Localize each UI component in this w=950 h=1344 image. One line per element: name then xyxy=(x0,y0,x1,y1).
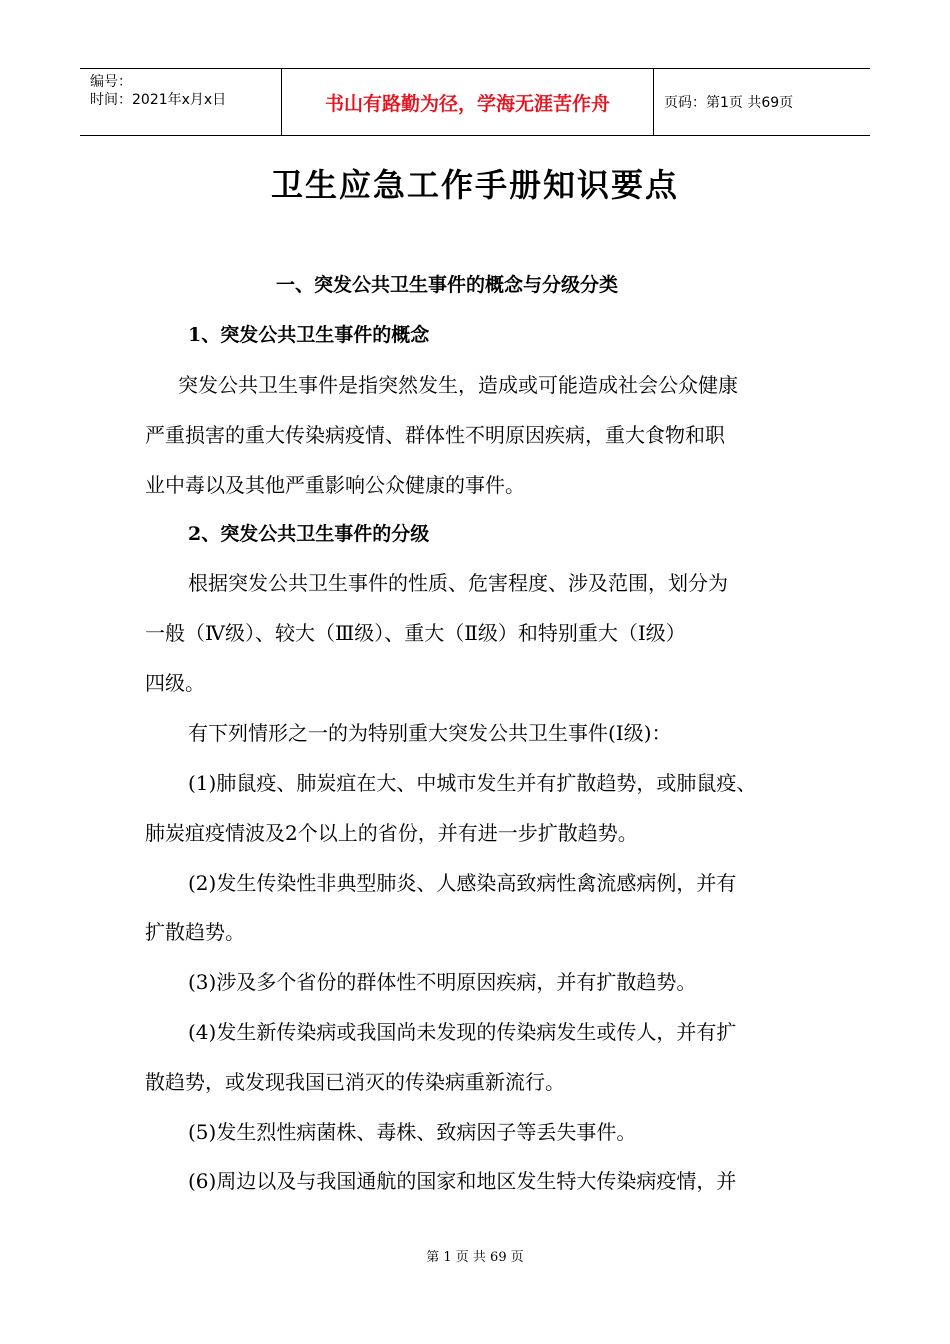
subsection-heading: 1、突发公共卫生事件的概念 xyxy=(188,324,430,346)
paragraph-line: 一般（Ⅳ级）、较大（Ⅲ级）、重大（Ⅱ级）和特别重大（Ⅰ级） xyxy=(145,621,686,645)
list-item-line: (4)发生新传染病或我国尚未发现的传染病发生或传人，并有扩 xyxy=(188,1020,737,1044)
list-item-line: (3)涉及多个省份的群体性不明原因疾病，并有扩散趋势。 xyxy=(188,970,697,994)
list-item-line: 散趋势，或发现我国已消灭的传染病重新流行。 xyxy=(145,1070,565,1094)
paragraph-line: 四级。 xyxy=(145,671,205,695)
subsection-heading: 2、突发公共卫生事件的分级 xyxy=(188,523,430,545)
list-item-line: (2)发生传染性非典型肺炎、人感染高致病性禽流感病例，并有 xyxy=(188,871,737,895)
paragraph-line: 突发公共卫生事件是指突然发生，造成或可能造成社会公众健康 xyxy=(178,373,738,397)
motto-text: 书山有路勤为径，学海无涯苦作舟 xyxy=(324,92,610,115)
paragraph-line: 业中毒以及其他严重影响公众健康的事件。 xyxy=(145,473,525,497)
motto-cell xyxy=(282,69,654,135)
document-title: 卫生应急工作手册知识要点 xyxy=(270,166,679,204)
list-item-line: 肺炭疽疫情波及2个以上的省份，并有进一步扩散趋势。 xyxy=(145,821,638,845)
page-info-cell xyxy=(654,69,870,135)
list-item-line: 扩散趋势。 xyxy=(145,920,245,944)
header-table xyxy=(80,68,870,136)
number-label: 编号： xyxy=(90,74,132,90)
list-item-line: (1)肺鼠疫、肺炭疽在大、中城市发生并有扩散趋势，或肺鼠疫、 xyxy=(188,771,757,795)
page-footer: 第 1 页 共 69 页 xyxy=(426,1250,524,1265)
section-heading: 一、突发公共卫生事件的概念与分级分类 xyxy=(276,274,619,296)
header-meta-cell xyxy=(80,69,282,135)
list-item-line: (6)周边以及与我国通航的国家和地区发生特大传染病疫情，并 xyxy=(188,1169,737,1193)
paragraph-line: 严重损害的重大传染病疫情、群体性不明原因疾病，重大食物和职 xyxy=(145,423,725,447)
paragraph-line: 根据突发公共卫生事件的性质、危害程度、涉及范围，划分为 xyxy=(188,571,728,595)
list-item-line: (5)发生烈性病菌株、毒株、致病因子等丢失事件。 xyxy=(188,1120,637,1144)
page-info-text: 页码：第1页 共69页 xyxy=(664,95,794,111)
date-label: 时间：2021年x月x日 xyxy=(90,92,227,108)
paragraph-line: 有下列情形之一的为特别重大突发公共卫生事件(Ⅰ级)： xyxy=(188,721,672,745)
